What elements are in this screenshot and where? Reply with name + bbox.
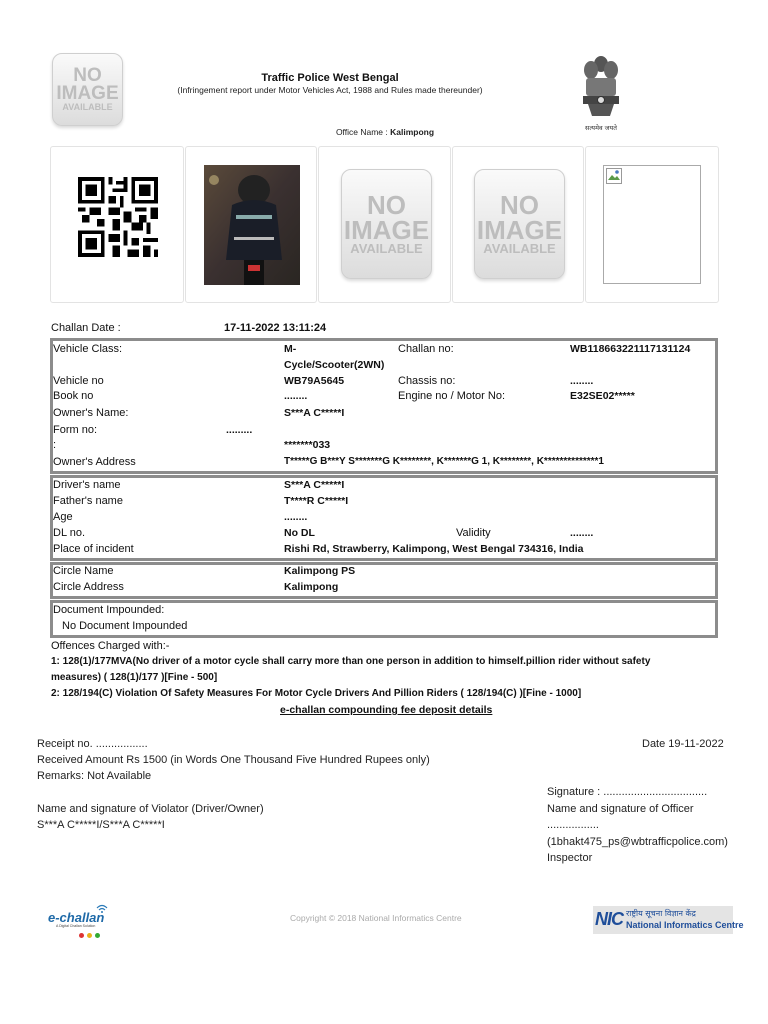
office-name: Office Name : Kalimpong xyxy=(335,127,435,137)
no-image-text: AVAILABLE xyxy=(62,102,113,113)
remarks: Remarks: Not Available xyxy=(37,770,152,782)
challan-no-label: Challan no: xyxy=(398,343,454,355)
form-no-label: Form no: xyxy=(53,424,98,436)
circle-name-label: Circle Name xyxy=(53,565,114,577)
page-title: Traffic Police West Bengal xyxy=(261,72,399,84)
no-image-text: NO xyxy=(73,65,102,87)
vehicle-class-value-2: Cycle/Scooter(2WN) xyxy=(284,359,385,371)
circle-address-value: Kalimpong xyxy=(284,581,339,593)
vehicle-no-label: Vehicle no xyxy=(53,375,104,387)
no-image-placeholder: NO IMAGE AVAILABLE xyxy=(341,169,432,279)
dl-no-label: DL no. xyxy=(53,527,86,539)
officer-signature-label: Name and signature of Officer xyxy=(547,803,694,815)
driver-name-label: Driver's name xyxy=(53,479,121,491)
violator-signature-label: Name and signature of Violator (Driver/Owner) xyxy=(37,803,264,815)
evidence-photo-card xyxy=(185,146,317,303)
received-amount: Received Amount Rs 1500 (in Words One Thousand Five Hundred Rupees only) xyxy=(37,754,430,766)
broken-image-card xyxy=(585,146,719,303)
challan-date-label: Challan Date : xyxy=(51,322,121,334)
dl-no-value: No DL xyxy=(284,527,315,539)
no-image-card-1 xyxy=(318,146,451,303)
qr-code-card xyxy=(50,146,184,303)
father-name-label: Father's name xyxy=(53,495,123,507)
broken-image-icon xyxy=(603,165,701,284)
offence-2: 2: 128/194(C) Violation Of Safety Measures For Motor Cycle Drivers And Pillion Riders ( 128/194(C) )[Fine - 1000] xyxy=(51,688,582,699)
signature-line: Signature : .................................. xyxy=(547,786,708,798)
owner-address-value: T*****G B***Y S*******G K********, K*******G 1, K********, K**************1 xyxy=(284,456,604,467)
engine-no-label: Engine no / Motor No: xyxy=(398,390,506,402)
mobile-value: *******033 xyxy=(284,439,331,451)
officer-dots: ................. xyxy=(547,819,599,831)
receipt-no: Receipt no. ................. xyxy=(37,738,148,750)
document-label: Document Impounded: xyxy=(53,604,165,616)
owner-name-value: S***A C*****I xyxy=(284,407,345,419)
challan-no-value: WB118663221117131124 xyxy=(570,343,691,355)
chassis-no-value: ........ xyxy=(570,375,594,387)
form-no-value: ......... xyxy=(226,424,253,436)
offence-1: 1: 128(1)/177MVA(No driver of a motor cycle shall carry more than one person in addition to himself.pillion rider without safety xyxy=(51,656,651,667)
national-emblem xyxy=(576,52,626,132)
mobile-label: : xyxy=(53,439,57,451)
father-name-value: T****R C*****I xyxy=(284,495,349,507)
place-label: Place of incident xyxy=(53,543,134,555)
engine-no-value: E32SE02***** xyxy=(570,390,635,402)
driver-name-value: S***A C*****I xyxy=(284,479,345,491)
page-subtitle: (Infringement report under Motor Vehicles Act, 1988 and Rules made thereunder) xyxy=(177,85,483,95)
owner-name-label: Owner's Name: xyxy=(53,407,129,419)
officer-email: (1bhakt475_ps@wbtrafficpolice.com) xyxy=(547,836,728,848)
place-value: Rishi Rd, Strawberry, Kalimpong, West Bengal 734316, India xyxy=(284,543,584,555)
qr-code-icon xyxy=(78,177,158,257)
circle-details-box xyxy=(50,562,718,599)
copyright: Copyright © 2018 National Informatics Centre xyxy=(290,913,462,923)
offence-1-cont: measures) ( 128(1)/177 )[Fine - 500] xyxy=(51,672,218,683)
vehicle-class-value: M- xyxy=(284,343,297,355)
no-image-text: IMAGE xyxy=(56,83,119,105)
nic-logo: NIC राष्ट्रीय सूचना विज्ञान केंद्र National Informatics Centre xyxy=(593,906,733,934)
vehicle-no-value: WB79A5645 xyxy=(284,375,345,387)
owner-address-label: Owner's Address xyxy=(53,456,136,468)
motorcycle-photo xyxy=(204,165,300,285)
validity-label: Validity xyxy=(456,527,491,539)
vehicle-class-label: Vehicle Class: xyxy=(53,343,123,355)
offences-heading: Offences Charged with:- xyxy=(51,640,170,652)
receipt-date: Date 19-11-2022 xyxy=(642,738,724,750)
violator-name: S***A C*****I/S***A C*****I xyxy=(37,819,165,831)
compounding-fee-link[interactable]: e-challan compounding fee deposit details xyxy=(280,704,493,716)
age-value: ........ xyxy=(284,511,308,523)
circle-address-label: Circle Address xyxy=(53,581,124,593)
chassis-no-label: Chassis no: xyxy=(398,375,456,387)
document-value: No Document Impounded xyxy=(62,620,188,632)
validity-value: ........ xyxy=(570,527,594,539)
no-image-placeholder: NO IMAGE AVAILABLE xyxy=(474,169,565,279)
no-image-placeholder-logo xyxy=(52,53,123,126)
age-label: Age xyxy=(53,511,73,523)
no-image-card-2 xyxy=(452,146,584,303)
officer-rank: Inspector xyxy=(547,852,593,864)
challan-date-value: 17-11-2022 13:11:24 xyxy=(224,322,327,334)
emblem-caption: सत्यमेव जयते xyxy=(585,124,617,132)
circle-name-value: Kalimpong PS xyxy=(284,565,356,577)
echallan-logo: e-challan A Digital Challan Solution xyxy=(46,904,110,938)
book-no-value: ........ xyxy=(284,390,308,402)
book-no-label: Book no xyxy=(53,390,94,402)
